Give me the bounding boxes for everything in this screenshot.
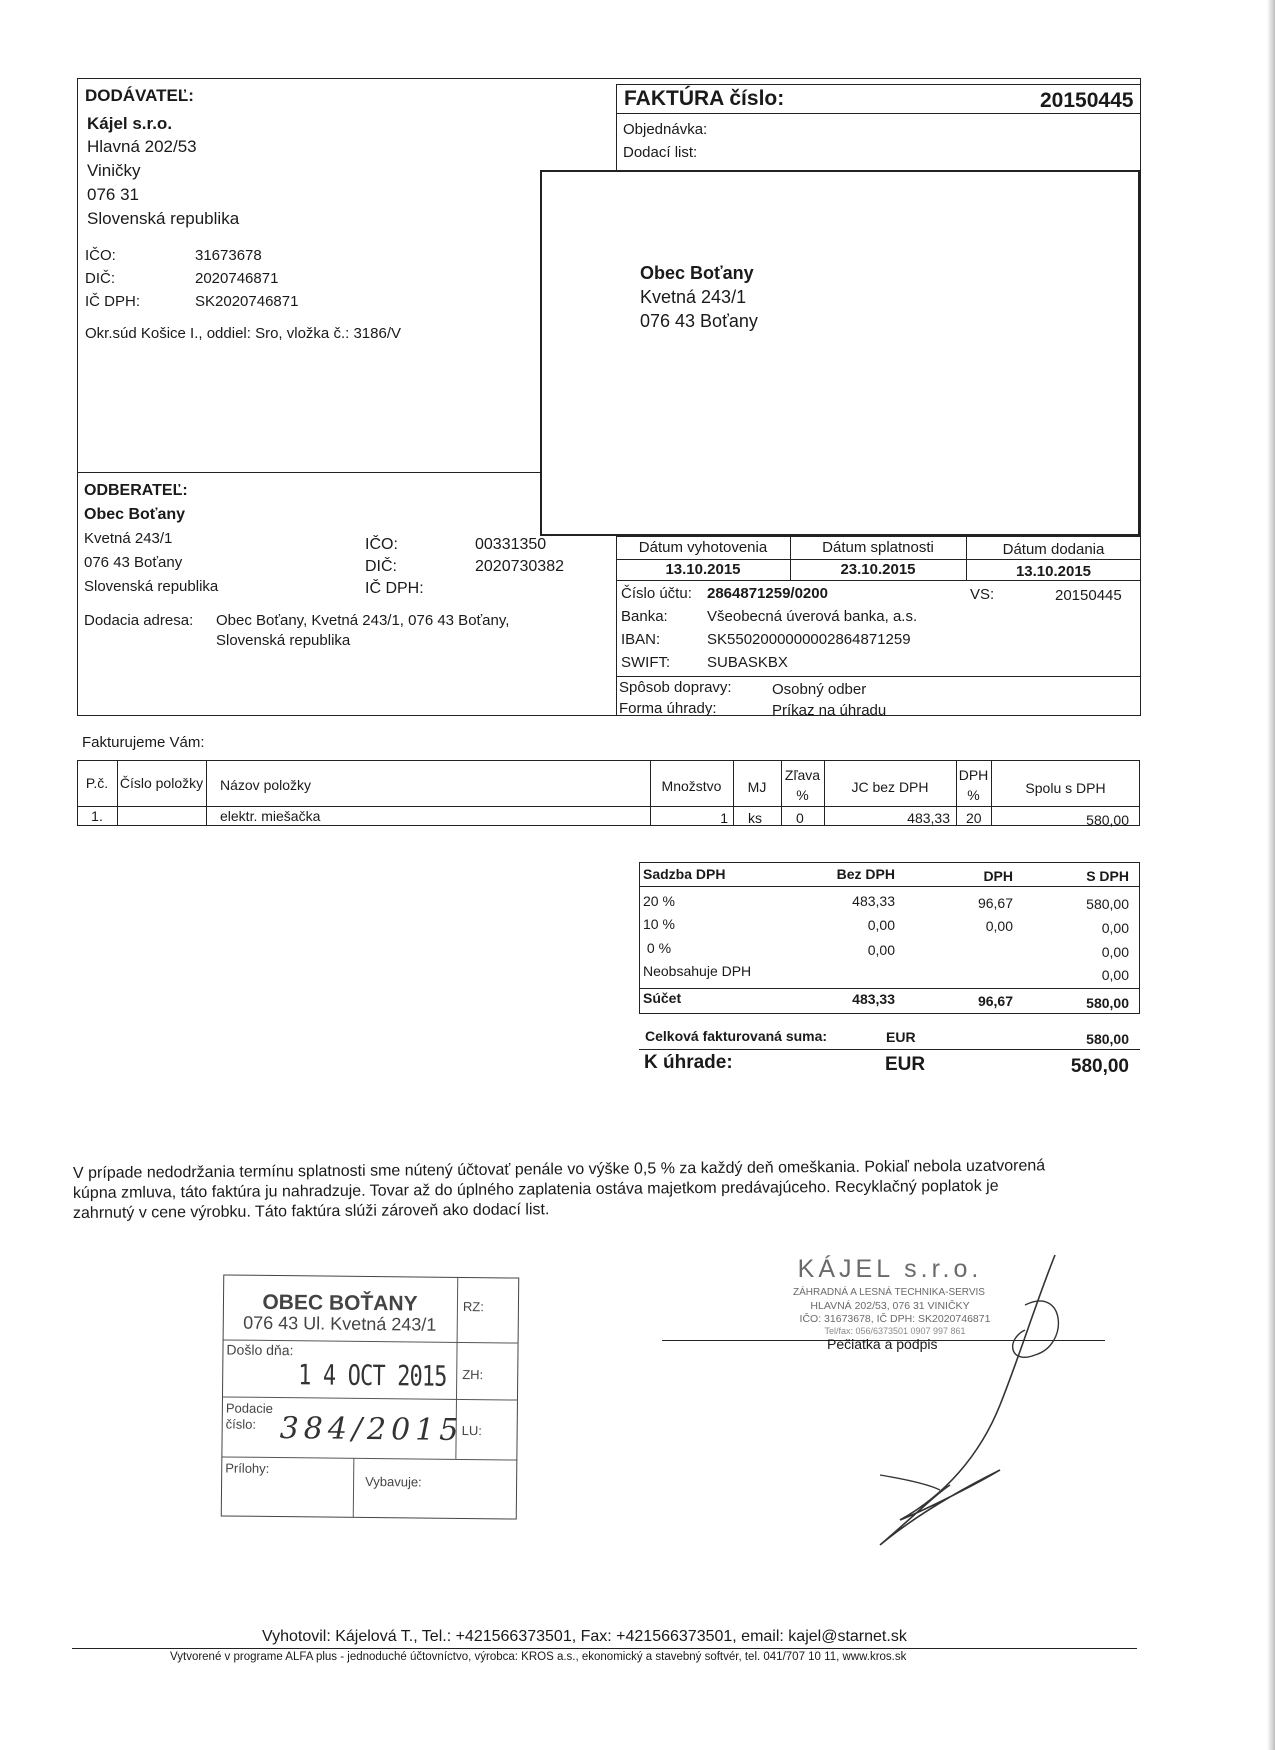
vat-rate-header: Sadzba DPH: [643, 866, 726, 882]
vat-row-total: 0,00: [1101, 967, 1129, 983]
account-number: 2864871259/0200: [707, 585, 828, 602]
row-mj: ks: [748, 810, 762, 826]
signature-label: Pečiatka a podpis: [827, 1336, 938, 1352]
vat-row-total: 580,00: [1086, 896, 1129, 912]
stamp-rz-label: RZ:: [462, 1298, 484, 1315]
delivery-note-label: Dodací list:: [623, 144, 698, 161]
stamp-filing-label-1: Podacie: [225, 1400, 273, 1416]
col-unit-price: JC bez DPH: [851, 779, 929, 795]
supplier-ico-label: IČO:: [85, 247, 116, 264]
customer-ico: 00331350: [475, 536, 547, 553]
vat-row-total: 0,00: [1101, 944, 1129, 960]
to-pay-currency: EUR: [885, 1054, 926, 1075]
vat-row-rate: 0 %: [643, 940, 672, 956]
col-discount-2: %: [796, 787, 809, 803]
footer-issued-by: Vyhotovil: Kájelová T., Tel.: +421566373501, Fax: +421566373501, email: kajel@starnet.sk: [262, 1628, 907, 1645]
col-vat-1: DPH: [958, 767, 989, 783]
company-stamp-line-2: HLAVNÁ 202/53, 076 31 VINIČKY: [810, 1300, 970, 1312]
supplier-customer-divider: [77, 472, 541, 473]
customer-heading: ODBERATEĽ:: [84, 482, 188, 499]
col-vat-2: %: [967, 787, 980, 803]
iban-value: SK5502000000002864871259: [707, 631, 911, 648]
customer-country: Slovenská republika: [84, 578, 219, 595]
col-code: Číslo položky: [119, 775, 204, 791]
recipient-city: 076 43 Boťany: [640, 311, 758, 331]
company-stamp-line-3: IČO: 31673678, IČ DPH: SK2020746871: [799, 1313, 991, 1325]
vat-sum-top: [639, 988, 1140, 989]
supplier-street: Hlavná 202/53: [87, 137, 197, 156]
account-label: Číslo účtu:: [621, 585, 692, 602]
stamp-address: 076 43 Ul. Kvetná 243/1: [243, 1312, 437, 1335]
invoiced-label: Celková fakturovaná suma:: [645, 1028, 828, 1044]
items-header-bottom: [77, 806, 1140, 807]
customer-dic-label: DIČ:: [365, 558, 397, 575]
delivery-date: 13.10.2015: [1015, 563, 1092, 580]
scan-edge: [1267, 0, 1275, 1750]
row-total: 580,00: [1086, 812, 1129, 828]
invoiced-amount: 580,00: [1086, 1031, 1129, 1047]
vat-vat-header: DPH: [983, 868, 1013, 884]
stamp-received-date: 1 4 OCT 2015: [298, 1358, 447, 1393]
supplier-city: Viničky: [87, 161, 141, 180]
stamp-title: OBEC BOŤANY: [262, 1290, 418, 1316]
supplier-ico: 31673678: [195, 247, 262, 264]
recipient-name: Obec Boťany: [640, 263, 754, 283]
issue-date: 13.10.2015: [665, 561, 741, 578]
items-intro: Fakturujeme Vám:: [82, 734, 205, 751]
vat-row-base: 0,00: [867, 942, 895, 958]
stamp-received-label: Došlo dňa:: [226, 1341, 294, 1359]
transport-top-line: [616, 676, 1141, 677]
dates-bottom-line: [616, 580, 1141, 581]
invoiced-currency: EUR: [886, 1029, 916, 1045]
vat-sum-base: 483,33: [852, 991, 895, 1007]
iban-label: IBAN:: [621, 631, 661, 648]
note-line-1: V prípade nedodržania termínu splatnosti sme nútený účtovať penále vo výške 0,5 % za každý deň omeškania. Pokiaľ nebola uzatvorená: [72, 1157, 1046, 1182]
customer-icdph-label: IČ DPH:: [365, 580, 424, 597]
customer-dic: 2020730382: [475, 558, 564, 575]
stamp-attachments-label: Prílohy:: [225, 1460, 270, 1476]
vs-value: 20150445: [1055, 587, 1122, 604]
customer-delivery-line1: Obec Boťany, Kvetná 243/1, 076 43 Boťany,: [216, 612, 510, 629]
customer-delivery-line2: Slovenská republika: [216, 632, 351, 649]
col-pc: P.č.: [85, 775, 109, 791]
customer-ico-label: IČO:: [365, 536, 398, 553]
customer-street: Kvetná 243/1: [84, 530, 173, 547]
vat-sum-vat: 96,67: [977, 993, 1013, 1009]
customer-delivery-label: Dodacia adresa:: [84, 612, 194, 629]
stamp-lu-label: LU:: [461, 1422, 482, 1439]
supplier-dic: 2020746871: [195, 270, 279, 287]
payment-value: Príkaz na úhradu: [772, 702, 887, 719]
vat-row-base: 0,00: [867, 917, 895, 933]
items-col-divider-1: [117, 760, 118, 826]
stamp-filing-label-2: číslo:: [225, 1416, 257, 1432]
row-vat: 20: [966, 810, 982, 826]
stamp-filing-number: 384/2015: [279, 1411, 464, 1448]
receipt-stamp: [221, 1274, 520, 1519]
company-stamp-line-4: Tel/fax: 056/6373501 0907 997 861: [824, 1326, 966, 1336]
vat-row-vat: 0,00: [985, 918, 1013, 934]
supplier-dic-label: DIČ:: [85, 270, 115, 287]
col-qty: Množstvo: [661, 778, 722, 794]
supplier-icdph-label: IČ DPH:: [85, 293, 141, 310]
note-line-3: zahrnutý v cene výrobku. Táto faktúra slúži zároveň ako dodací list.: [72, 1201, 550, 1222]
vat-sum-label: Súčet: [643, 990, 682, 1006]
col-total: Spolu s DPH: [1025, 780, 1106, 796]
recipient-window: [540, 170, 1140, 536]
col-name: Názov položky: [220, 777, 312, 793]
col-discount-1: Zľava: [784, 767, 821, 783]
customer-city: 076 43 Boťany: [84, 554, 183, 571]
bank-name: Všeobecná úverová banka, a.s.: [707, 608, 918, 625]
vat-header-bottom: [639, 886, 1140, 887]
payment-label: Forma úhrady:: [619, 700, 717, 717]
to-pay-amount: 580,00: [1070, 1056, 1129, 1077]
swift-value: SUBASKBX: [707, 654, 788, 671]
vat-row-rate: Neobsahuje DPH: [643, 963, 752, 979]
stamp-zh-label: ZH:: [462, 1366, 484, 1383]
signature-scribble: [830, 1245, 1090, 1565]
col-mj: MJ: [747, 779, 767, 795]
swift-label: SWIFT:: [621, 654, 671, 671]
vat-total-header: S DPH: [1086, 868, 1129, 884]
company-stamp-line-1: ZÁHRADNÁ A LESNÁ TECHNIKA-SERVIS: [793, 1287, 985, 1298]
supplier-registry: Okr.súd Košice I., oddiel: Sro, vložka č.: 3186/V: [85, 325, 401, 342]
issue-date-label: Dátum vyhotovenia: [638, 539, 768, 556]
row-qty: 1: [720, 810, 728, 826]
footer-software: Vytvorené v programe ALFA plus - jednoduché účtovníctvo, výrobca: KROS a.s., ekonomický a stavebný softvér, tel. 041/707 10 11, www.kros.sk: [170, 1651, 907, 1663]
supplier-name: Kájel s.r.o.: [87, 114, 173, 133]
dates-top-line: [616, 536, 1141, 537]
items-col-divider-2: [206, 760, 207, 826]
footer-line: [72, 1648, 1137, 1649]
supplier-heading: DODÁVATEĽ:: [85, 86, 194, 105]
vat-row-total: 0,00: [1101, 920, 1129, 936]
transport-value: Osobný odber: [772, 681, 867, 698]
vat-row-base: 483,33: [852, 893, 895, 909]
due-date: 23.10.2015: [840, 561, 916, 578]
recipient-street: Kvetná 243/1: [640, 287, 747, 307]
dates-mid-line: [616, 559, 1141, 560]
to-pay-label: K úhrade:: [644, 1052, 733, 1073]
customer-name: Obec Boťany: [84, 506, 186, 523]
supplier-icdph: SK2020746871: [195, 293, 299, 310]
supplier-zip: 076 31: [87, 185, 139, 204]
row-name: elektr. miešačka: [220, 808, 321, 824]
vs-label: VS:: [970, 586, 995, 603]
vat-sum-total: 580,00: [1086, 995, 1129, 1011]
order-label: Objednávka:: [623, 121, 708, 138]
stamp-handles-label: Vybavuje:: [365, 1473, 422, 1490]
row-unit-price: 483,33: [907, 810, 950, 826]
vat-row-rate: 20 %: [643, 893, 675, 909]
invoice-title: FAKTÚRA číslo:: [624, 87, 785, 110]
note-line-2: kúpna zmluva, táto faktúra ju nahradzuje. Tovar až do úplného zaplatenia ostáva majetkom predávajúceho. Recyklačný poplatok je: [72, 1177, 999, 1202]
row-pc: 1.: [91, 808, 103, 824]
vat-row-rate: 10 %: [643, 916, 675, 932]
row-discount: 0: [796, 810, 804, 826]
invoice-number: 20150445: [1040, 89, 1134, 112]
transport-label: Spôsob dopravy:: [619, 679, 732, 696]
totals-divider: [639, 1049, 1140, 1050]
bank-label: Banka:: [621, 608, 668, 625]
delivery-date-label: Dátum dodania: [1002, 541, 1105, 558]
supplier-country: Slovenská republika: [87, 209, 240, 228]
vat-row-vat: 96,67: [977, 895, 1013, 911]
due-date-label: Dátum splatnosti: [822, 539, 934, 556]
vat-base-header: Bez DPH: [836, 866, 895, 882]
company-stamp-name: KÁJEL s.r.o.: [797, 1255, 983, 1283]
